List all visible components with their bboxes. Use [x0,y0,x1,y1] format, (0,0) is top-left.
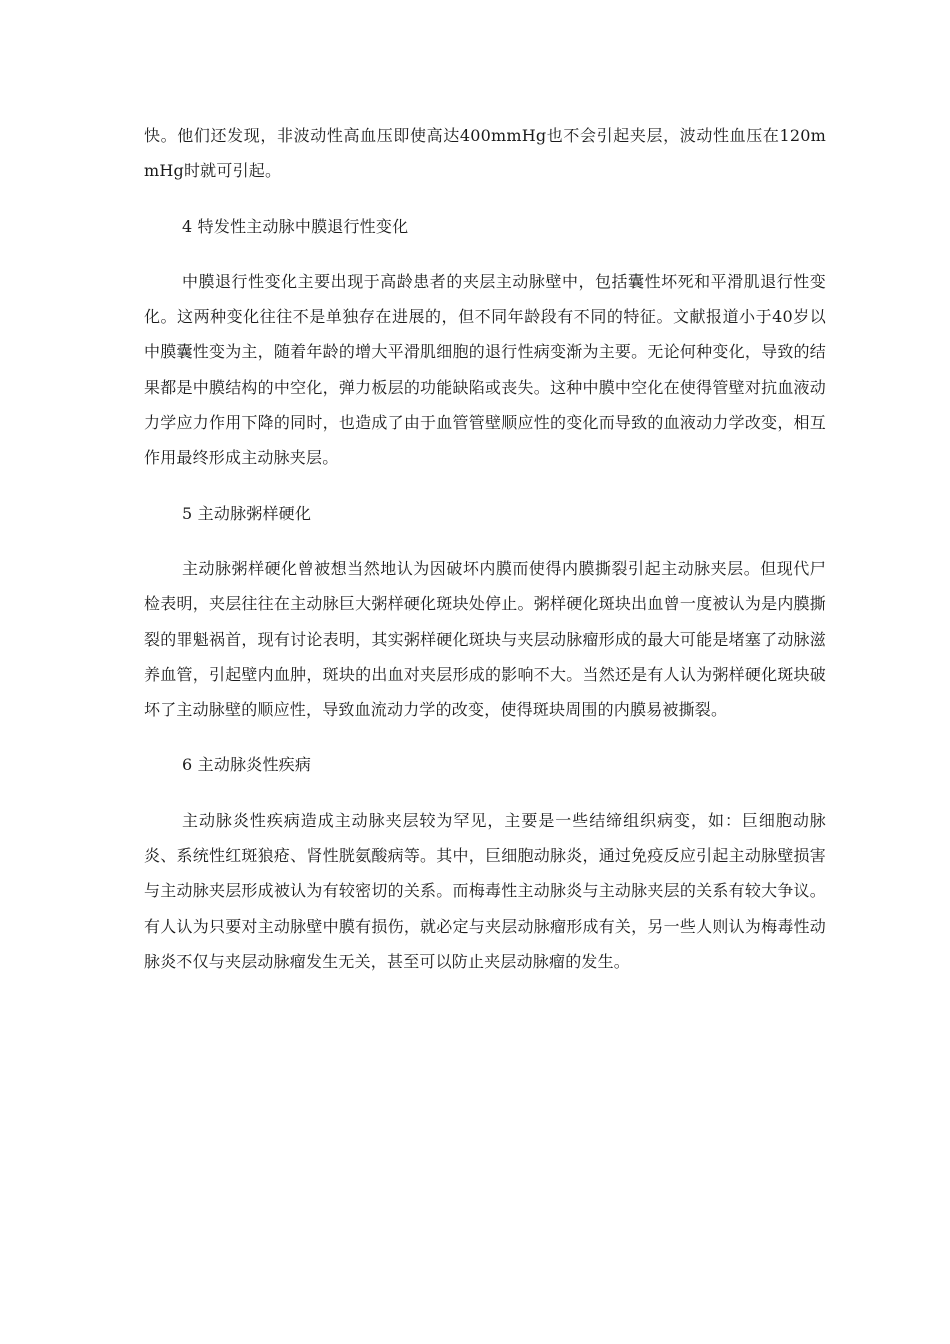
paragraph-continued: 快。他们还发现，非波动性高血压即使高达400mmHg也不会引起夹层，波动性血压在120mmHg时就可引起。 [144,126,826,181]
paragraph-gap [144,531,826,551]
section-5-body: 主动脉粥样硬化曾被想当然地认为因破坏内膜而使得内膜撕裂引起主动脉夹层。但现代尸检表明，夹层往往在主动脉巨大粥样硬化斑块处停止。粥样硬化斑块出血曾一度被认为是内膜撕裂的罪魁祸首，现有讨论表明，其实粥样硬化斑块与夹层动脉瘤形成的最大可能是堵塞了动脉滋养血管，引起壁内血肿，斑块的出血对夹层形成的影响不大。当然还是有人认为粥样硬化斑块破坏了主动脉壁的顺应性，导致血流动力学的改变，使得斑块周围的内膜易被撕裂。 [144,558,826,720]
section-6-heading: 6 主动脉炎性疾病 [182,755,312,775]
paragraph-gap [144,727,826,747]
section-5-heading: 5 主动脉粥样硬化 [182,503,312,523]
paragraph-gap [144,476,826,496]
document-page [144,118,826,979]
section-4-heading: 4 特发性主动脉中膜退行性变化 [182,216,409,236]
paragraph-gap [144,783,826,803]
section-6-body: 主动脉炎性疾病造成主动脉夹层较为罕见，主要是一些结缔组织病变，如：巨细胞动脉炎、系统性红斑狼疮、肾性胱氨酸病等。其中，巨细胞动脉炎，通过免疫反应引起主动脉壁损害与主动脉夹层形成被认为有较密切的关系。而梅毒性主动脉炎与主动脉夹层的关系有较大争议。有人认为只要对主动脉壁中膜有损伤，就必定与夹层动脉瘤形成有关，另一些人则认为梅毒性动脉炎不仅与夹层动脉瘤发生无关，甚至可以防止夹层动脉瘤的发生。 [144,810,826,971]
paragraph-gap [144,189,826,209]
paragraph-gap [144,244,826,264]
section-4-body: 中膜退行性变化主要出现于高龄患者的夹层主动脉壁中，包括囊性坏死和平滑肌退行性变化。这两种变化往往不是单独存在进展的，但不同年龄段有不同的特征。文献报道小于40岁以中膜囊性变为主，随着年龄的增大平滑肌细胞的退行性病变渐为主要。无论何种变化，导致的结果都是中膜结构的中空化，弹力板层的功能缺陷或丧失。这种中膜中空化在使得管壁对抗血液动力学应力作用下降的同时，也造成了由于血管管壁顺应性的变化而导致的血液动力学改变，相互作用最终形成主动脉夹层。 [144,271,826,468]
